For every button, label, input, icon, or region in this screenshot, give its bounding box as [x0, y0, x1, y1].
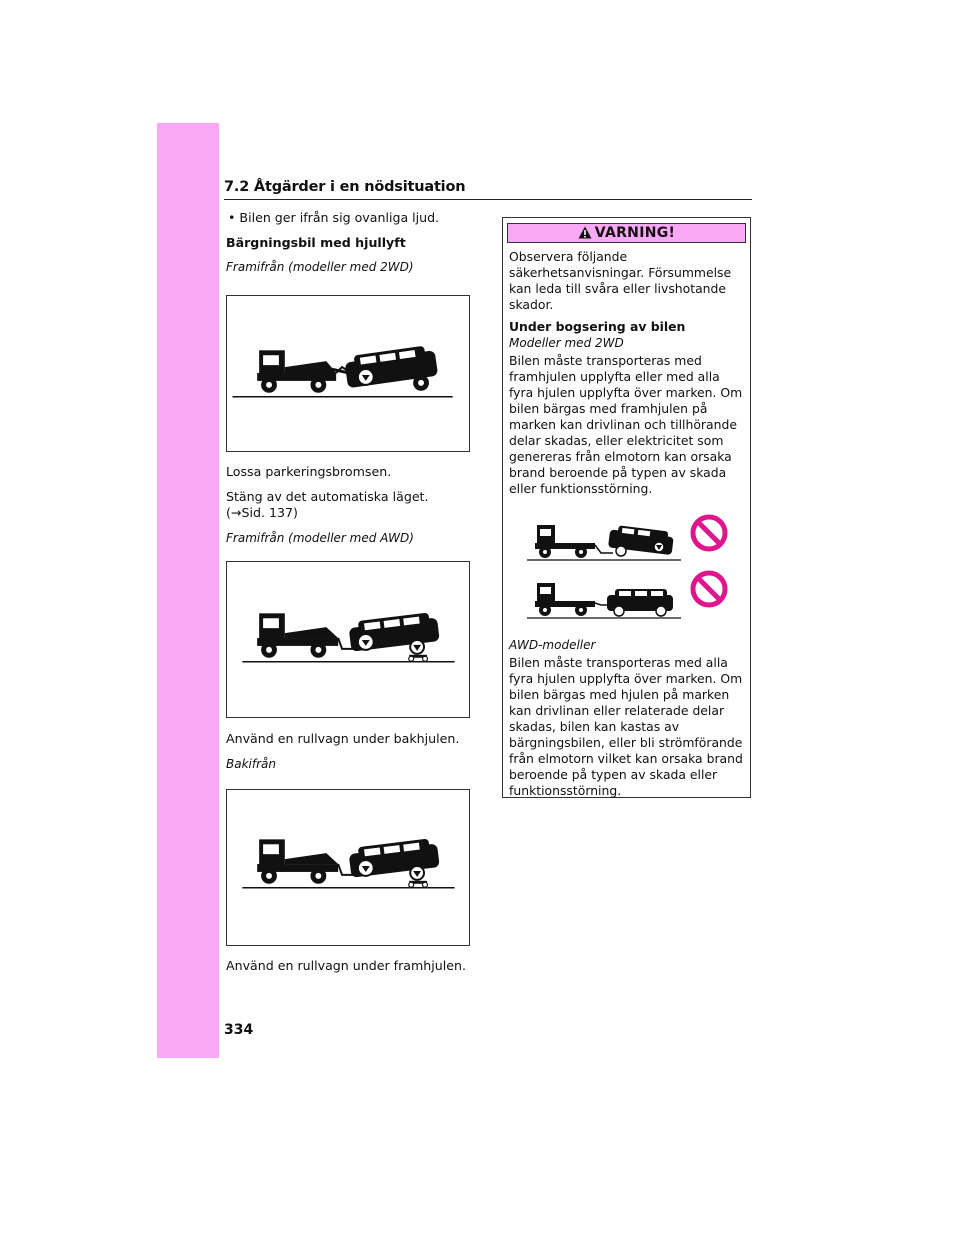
subsection-title: Bärgningsbil med hjullyft: [226, 234, 406, 250]
warning-model-awd: AWD-modeller: [509, 638, 596, 652]
warning-header: [507, 223, 746, 243]
warning-text-2wd: Bilen måste transporteras med framhjulen upplyfta eller med alla fyra hjulen upplyfta över marken. Om bilen bärgas med framhjulen på marken kan drivlinan och tillhörande delar skadas, eller elektricitet som genereras från elmotorn kan orsaka brand beroende på typen av skada eller funktionsstörning.: [509, 353, 743, 496]
warning-triangle-icon: [578, 224, 592, 243]
warning-intro: Observera följande säkerhetsanvisningar. Försummelse kan leda till svåra eller livshotande skador.: [509, 249, 732, 312]
page-reference[interactable]: (→Sid. 137): [226, 505, 298, 520]
warning-box: [502, 217, 751, 798]
bullet-item: • Bilen ger ifrån sig ovanliga ljud.: [228, 210, 440, 225]
figure-prohibited-towing: [509, 503, 741, 631]
warning-title: VARNING!: [594, 225, 676, 241]
figure-towing-rear: [226, 789, 470, 946]
figure-caption-rear: Bakifrån: [226, 756, 276, 771]
instruction-auto-mode: Stäng av det automatiska läget.: [226, 488, 429, 504]
instruction-block-1: [226, 464, 476, 546]
figure-caption-front-2wd: Framifrån (modeller med 2WD): [226, 260, 414, 274]
instruction-release-brake: Lossa parkeringsbromsen.: [226, 464, 392, 479]
page-number: 334: [224, 1022, 254, 1038]
figure-caption-front-awd: Framifrån (modeller med AWD): [226, 530, 414, 545]
instruction-dolly-rear: Använd en rullvagn under bakhjulen.: [226, 731, 460, 746]
warning-text-awd: Bilen måste transporteras med alla fyra hjulen upplyfta över marken. Om bilen bärgas med hjulen på marken kan drivlinan eller relaterade delar skadas, bilen kan kastas av bärgningsbilen, eller bli strömförande från elmotorn vilket kan orsaka brand beroende på typen av skada eller funktionsstörning.: [509, 655, 743, 798]
section-title: 7.2 Åtgärder i en nödsituation: [224, 179, 466, 195]
figure-towing-front-2wd: [226, 295, 470, 452]
warning-model-2wd: Modeller med 2WD: [509, 336, 624, 350]
instruction-block-3: [226, 958, 476, 975]
side-tab-bar: [157, 123, 219, 1058]
instruction-block-2: [226, 731, 476, 772]
warning-body: [503, 243, 750, 799]
section-header: [224, 179, 752, 200]
warning-subtitle: Under bogsering av bilen: [509, 319, 686, 334]
instruction-dolly-front: Använd en rullvagn under framhjulen.: [226, 958, 466, 973]
left-column: [226, 210, 476, 284]
figure-towing-front-awd: [226, 561, 470, 718]
